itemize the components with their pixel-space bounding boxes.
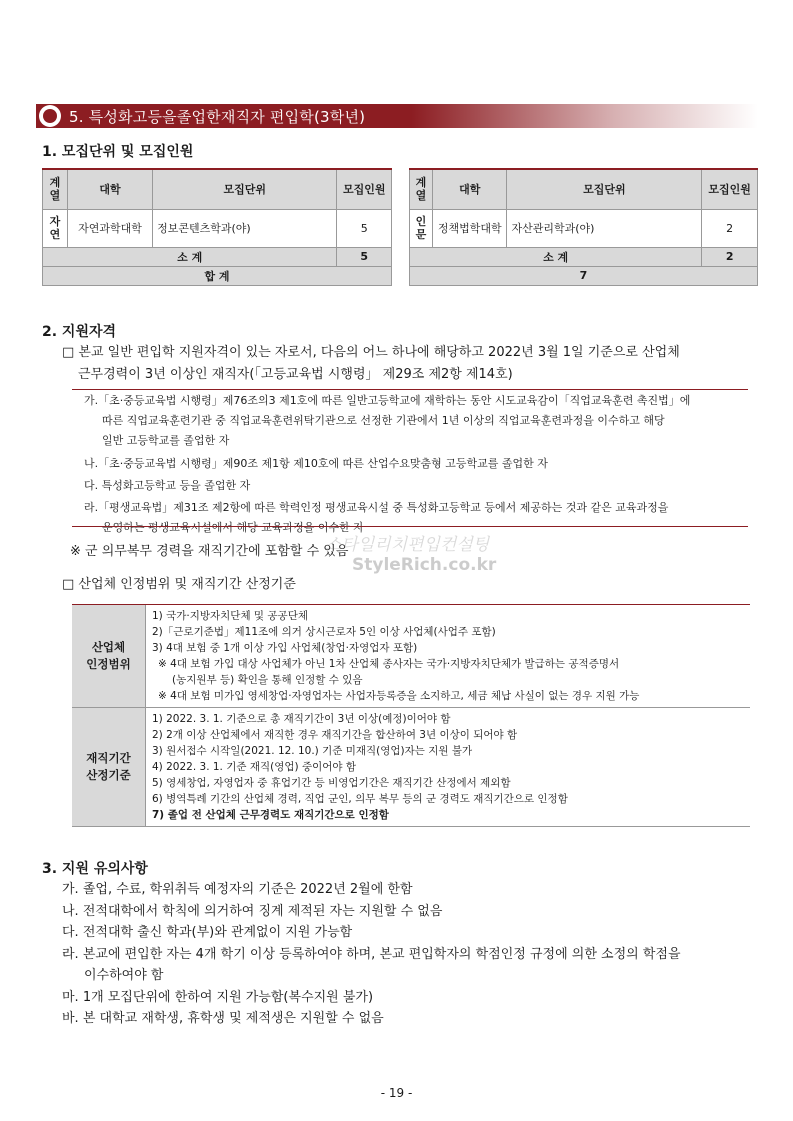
scope-note-cont: (농지원부 등) 확인을 통해 인정할 수 있음 — [172, 674, 363, 686]
banner-title: 5. 특성화고등을졸업한재직자 편입학(3학년) — [69, 107, 366, 126]
page-number: - 19 - — [380, 1086, 413, 1100]
col-unit: 모집단위 — [507, 169, 702, 209]
notice-list — [62, 879, 762, 1030]
item-c: 다. 특성화고등학교 등을 졸업한 자 — [84, 479, 251, 492]
scope-item: 2)「근로기준법」제11조에 의거 상시근로자 5인 이상 사업체(사업주 포함) — [152, 626, 496, 638]
notice-item-cont: 이수하여야 함 — [84, 968, 164, 983]
row-count: 2 — [702, 209, 758, 247]
scope-item: 3) 4대 보험 중 1개 이상 가입 사업체(창업·자영업자 포함) — [152, 642, 418, 654]
item-d-line2: 운영하는 평생교육시설에서 해당 교육과정을 이수한 자 — [102, 521, 364, 534]
row-count: 5 — [337, 209, 392, 247]
period-item: 5) 영세창업, 자영업자 중 휴업기간 등 비영업기간은 재직기간 산정에서 제외함 — [152, 777, 511, 789]
section1-title: 1. 모집단위 및 모집인원 — [42, 144, 194, 160]
col-unit: 모집단위 — [153, 169, 337, 209]
notice-item: 나. 전적대학에서 학칙에 의거하여 징계 제적된 자는 지원할 수 없음 — [62, 903, 443, 919]
criteria-title: □ 산업체 인정범위 및 재직기간 산정기준 — [62, 577, 296, 592]
period-item: 6) 병역특례 기간의 산업체 경력, 직업 군인, 의무 복무 등의 군 경력도 재직기간으로 인정함 — [152, 793, 568, 805]
section2-title: 2. 지원자격 — [42, 324, 117, 340]
notice-item: 바. 본 대학교 재학생, 휴학생 및 제적생은 지원할 수 없음 — [62, 1011, 384, 1026]
period-label — [72, 708, 146, 826]
divider-bottom — [72, 526, 748, 527]
subtotal-label: 소 계 — [410, 247, 702, 266]
section-banner — [36, 104, 758, 128]
item-d-line1: 라.「평생교육법」제31조 제2항에 따른 학력인정 평생교육시설 중 특성화고등학교 등에서 제공하는 것과 같은 교육과정을 — [84, 501, 669, 514]
row-field: 자 연 — [43, 209, 68, 247]
subtotal-value: 2 — [702, 247, 758, 266]
eligibility-items — [84, 391, 748, 538]
row-college: 자연과학대학 — [67, 209, 152, 247]
watermark-text: 스타일리치편입컨설팅 — [325, 535, 490, 555]
row-field: 인 문 — [410, 209, 433, 247]
row-unit: 정보콘텐츠학과(야) — [153, 209, 337, 247]
section3-title: 3. 지원 유의사항 — [42, 861, 148, 877]
scope-row — [72, 605, 750, 708]
military-note: ※ 군 의무복무 경력을 재직기간에 포함할 수 있음 — [70, 544, 349, 559]
item-a-line1: 가.「초·중등교육법 시행령」제76조의3 제1호에 따른 일반고등학교에 재학하는 동안 시도교육감이「직업교육훈련 촉진법」에 — [84, 394, 691, 407]
subtotal-label: 소 계 — [43, 247, 337, 266]
row-college: 정책법학대학 — [432, 209, 507, 247]
period-item: 1) 2022. 3. 1. 기준으로 총 재직기간이 3년 이상(예정)이어야 함 — [152, 713, 451, 725]
period-label-line1: 재직기간 — [86, 751, 131, 765]
col-college: 대학 — [432, 169, 507, 209]
scope-note: ※ 4대 보험 가입 대상 사업체가 아닌 1차 산업체 종사자는 국가·지방자치단체가 발급하는 공적증명서 — [158, 658, 620, 670]
scope-label-line1: 산업체 — [91, 640, 126, 654]
total-value: 7 — [410, 266, 758, 285]
scope-list — [146, 605, 750, 707]
col-count: 모집인원 — [337, 169, 392, 209]
watermark-url: StyleRich.co.kr — [352, 555, 497, 575]
notice-item: 마. 1개 모집단위에 한하여 지원 가능함(복수지원 불가) — [62, 989, 374, 1005]
period-item: 2) 2개 이상 산업체에서 재직한 경우 재직기간을 합산하여 3년 이상이 되어야 함 — [152, 729, 518, 741]
scope-note: ※ 4대 보험 미가입 영세창업·자영업자는 사업자등록증을 소지하고, 세금 체납 사실이 없는 경우 지원 가능 — [158, 690, 640, 702]
scope-item: 1) 국가·지방자치단체 및 공공단체 — [152, 610, 308, 622]
col-field: 계 열 — [43, 169, 68, 209]
item-b: 나.「초·중등교육법 시행령」제90조 제1항 제10호에 따른 산업수요맞춤형 고등학교를 졸업한 자 — [84, 457, 548, 470]
eligibility-intro-1: □ 본교 일반 편입학 지원자격이 있는 자로서, 다음의 어느 하나에 해당하고 2022년 3월 1일 기준으로 산업체 — [62, 345, 680, 360]
eligibility-intro-2: 근무경력이 3년 이상인 재직자(「고등교육법 시행령」 제29조 제2항 제14호) — [78, 367, 513, 382]
period-row — [72, 708, 750, 826]
col-count: 모집인원 — [702, 169, 758, 209]
subtotal-value: 5 — [337, 247, 392, 266]
period-item: 4) 2022. 3. 1. 기준 재직(영업) 중이어야 함 — [152, 761, 357, 773]
period-label-line2: 산정기준 — [86, 768, 131, 782]
period-item-bold: 7) 졸업 전 산업체 근무경력도 재직기간으로 인정함 — [152, 809, 389, 821]
scope-label — [72, 605, 146, 707]
notice-item: 다. 전적대학 출신 학과(부)와 관계없이 지원 가능함 — [62, 925, 353, 940]
criteria-table — [72, 604, 750, 827]
col-field: 계 열 — [410, 169, 433, 209]
scope-label-line2: 인정범위 — [86, 657, 131, 671]
period-item: 3) 원서접수 시작일(2021. 12. 10.) 기준 미재직(영업)자는 지원 불가 — [152, 745, 473, 757]
recruitment-table-left — [42, 168, 392, 286]
row-unit: 자산관리학과(야) — [507, 209, 702, 247]
total-label: 합 계 — [43, 266, 392, 285]
notice-item: 가. 졸업, 수료, 학위취득 예정자의 기준은 2022년 2월에 한함 — [62, 882, 413, 897]
item-a-line2: 따른 직업교육훈련기관 중 직업교육훈련위탁기관으로 선정한 기관에서 1년 이상의 직업교육훈련과정을 이수하고 해당 — [102, 414, 665, 427]
period-list — [146, 708, 750, 826]
university-logo-icon — [39, 105, 61, 127]
col-college: 대학 — [67, 169, 152, 209]
recruitment-table-right — [409, 168, 758, 286]
item-a-line3: 일반 고등학교를 졸업한 자 — [102, 434, 230, 447]
divider-top — [72, 389, 748, 390]
notice-item: 라. 본교에 편입한 자는 4개 학기 이상 등록하여야 하며, 본교 편입학자의 학점인정 규정에 의한 소정의 학점을 — [62, 946, 681, 962]
